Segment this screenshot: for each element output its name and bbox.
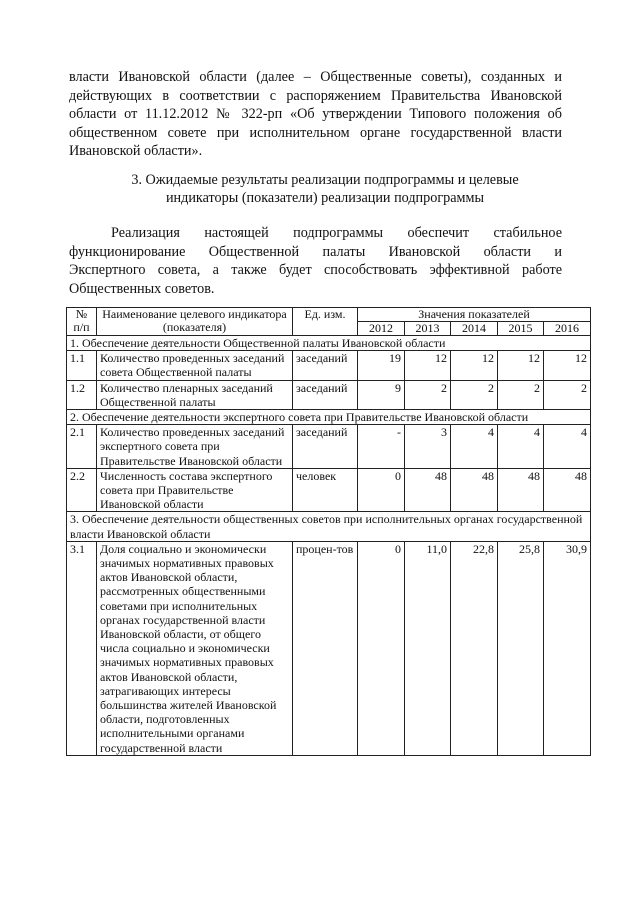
row-value: 48 (405, 468, 451, 512)
row-value: 4 (498, 425, 544, 469)
row-value: 12 (405, 351, 451, 380)
header-unit: Ед. изм. (293, 308, 358, 336)
text-line: области от 11.12.2012 № 322-рп «Об утверждении Типового положения об (69, 106, 562, 122)
row-num: 2.2 (67, 468, 97, 512)
table-row (67, 351, 591, 380)
header-year: 2014 (451, 322, 498, 336)
text-line: Реализация настоящей подпрограммы обеспечит стабильное (111, 225, 562, 241)
row-value: 2 (451, 380, 498, 409)
row-value: 2 (544, 380, 591, 409)
row-value: 48 (498, 468, 544, 512)
text-line: власти Ивановской области (далее – Общественные советы), созданных и (69, 69, 562, 85)
row-value: 3 (405, 425, 451, 469)
row-value: 11,0 (405, 541, 451, 755)
section-heading (90, 171, 560, 207)
row-unit: заседаний (293, 425, 358, 469)
header-year: 2012 (358, 322, 405, 336)
indicators-table (66, 307, 591, 756)
header-values-group: Значения показателей (358, 308, 591, 322)
table-row (67, 468, 591, 512)
row-name: Количество проведенных заседаний экспертного совета при Правительстве Ивановской области (97, 425, 293, 469)
row-name: Количество проведенных заседаний совета Общественной палаты (97, 351, 293, 380)
row-value: - (358, 425, 405, 469)
heading-line: 3. Ожидаемые результаты реализации подпрограммы и целевые (131, 172, 519, 188)
row-value: 22,8 (451, 541, 498, 755)
table-row (67, 380, 591, 409)
row-num: 1.2 (67, 380, 97, 409)
table-header-row (67, 308, 591, 322)
body-paragraph (69, 224, 562, 298)
text-line: Ивановской области». (69, 143, 203, 159)
row-value: 48 (544, 468, 591, 512)
header-year: 2016 (544, 322, 591, 336)
row-value: 19 (358, 351, 405, 380)
text-line: функционирование Общественной палаты Ивановской области и (69, 243, 562, 260)
section-title: 3. Обеспечение деятельности общественных советов при исполнительных органах государственной власти Ивановской области (67, 512, 591, 541)
row-unit: процен-тов (293, 541, 358, 755)
section-title: 2. Обеспечение деятельности экспертного совета при Правительстве Ивановской области (67, 410, 591, 425)
row-value: 12 (498, 351, 544, 380)
row-name: Численность состава экспертного совета при Правительстве Ивановской области (97, 468, 293, 512)
row-value: 12 (451, 351, 498, 380)
section-row (67, 410, 591, 425)
row-value: 12 (544, 351, 591, 380)
section-row (67, 512, 591, 541)
row-value: 4 (544, 425, 591, 469)
row-value: 9 (358, 380, 405, 409)
row-num: 1.1 (67, 351, 97, 380)
row-unit: заседаний (293, 351, 358, 380)
row-num: 2.1 (67, 425, 97, 469)
text-line: Общественных советов. (69, 280, 215, 297)
row-num: 3.1 (67, 541, 97, 755)
row-name: Доля социально и экономически значимых нормативных правовых актов Ивановской области, рассмотренных общественными советами при исполнительных органах государственной власти Ивановской области, от общего числа социально и экономически значимых нормативных правовых актов Ивановской области, затрагивающих интересы большинства жителей Ивановской области, подготовленных исполнительными органами государственной власти (97, 541, 293, 755)
text-line: действующих в соответствии с распоряжением Правительства Ивановской (69, 87, 562, 104)
row-unit: человек (293, 468, 358, 512)
header-name: Наименование целевого индикатора (показателя) (97, 308, 293, 336)
heading-line: индикаторы (показатели) реализации подпрограммы (165, 190, 485, 206)
row-name: Количество пленарных заседаний Общественной палаты (97, 380, 293, 409)
row-value: 0 (358, 468, 405, 512)
header-year: 2015 (498, 322, 544, 336)
header-year: 2013 (405, 322, 451, 336)
row-value: 4 (451, 425, 498, 469)
row-value: 0 (358, 541, 405, 755)
section-row (67, 336, 591, 351)
intro-paragraph (69, 68, 562, 161)
row-value: 2 (405, 380, 451, 409)
table-row (67, 425, 591, 469)
table-row (67, 541, 591, 755)
text-line: Экспертного совета, а также будет способствовать эффективной работе (69, 262, 562, 278)
section-title: 1. Обеспечение деятельности Общественной палаты Ивановской области (67, 336, 591, 351)
row-value: 25,8 (498, 541, 544, 755)
text-line: общественном совете при исполнительном органе государственной власти (69, 124, 562, 141)
row-value: 48 (451, 468, 498, 512)
row-unit: заседаний (293, 380, 358, 409)
row-value: 2 (498, 380, 544, 409)
header-num: № п/п (67, 308, 97, 336)
row-value: 30,9 (544, 541, 591, 755)
